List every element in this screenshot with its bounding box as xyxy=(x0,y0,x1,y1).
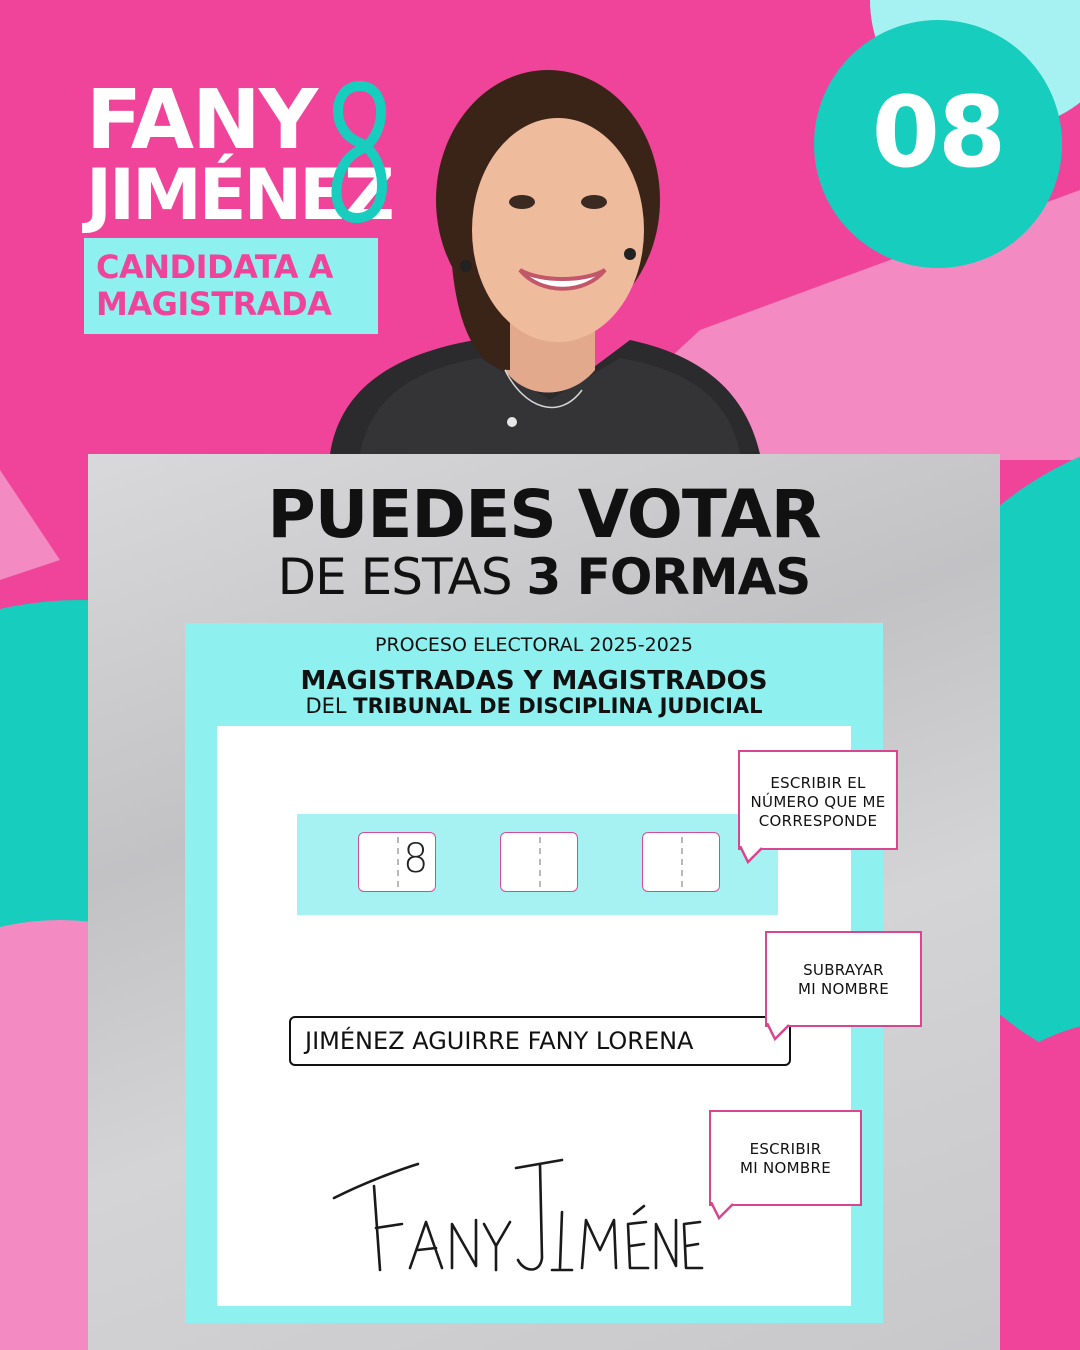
candidate-role-box xyxy=(84,238,378,334)
role-line-2: MAGISTRADA xyxy=(96,285,332,323)
ballot-title: MAGISTRADAS Y MAGISTRADOS xyxy=(300,666,768,696)
tip-number-line-3: CORRESPONDE xyxy=(758,812,878,830)
last-name: JIMÉNEZ xyxy=(86,154,392,236)
card-subheadline xyxy=(88,548,1000,606)
tip-underline-line-1: SUBRAYAR xyxy=(803,961,884,979)
digit-divider xyxy=(539,837,541,887)
digit-value-1: 8 xyxy=(403,836,429,882)
ballot-subtitle xyxy=(185,696,883,717)
digit-box-1[interactable] xyxy=(358,832,436,892)
digit-box-2[interactable] xyxy=(500,832,578,892)
digit-divider xyxy=(681,837,683,887)
tip-write-line-2: MI NOMBRE xyxy=(740,1159,831,1177)
card-sub-prefix: DE ESTAS xyxy=(277,548,527,606)
tip-tail xyxy=(765,1023,805,1043)
tip-write-line-1: ESCRIBIR xyxy=(749,1140,822,1158)
digit-box-3[interactable] xyxy=(642,832,720,892)
first-name: FANY xyxy=(86,73,317,168)
tip-write-name xyxy=(709,1110,862,1206)
subtitle-prefix: DEL xyxy=(305,694,354,718)
tip-tail xyxy=(738,846,778,866)
tip-number-line-2: NÚMERO QUE ME xyxy=(750,793,886,811)
process-label: PROCESO ELECTORAL 2025-2025 xyxy=(375,634,693,656)
signature-text: FANY JIMÉNEZ xyxy=(330,1150,337,1151)
subtitle-bold: TRIBUNAL DE DISCIPLINA JUDICIAL xyxy=(353,694,763,718)
candidate-name-field[interactable]: JIMÉNEZ AGUIRRE FANY LORENA xyxy=(289,1016,791,1066)
card-sub-bold: 3 FORMAS xyxy=(526,548,811,606)
tip-underline-name xyxy=(765,931,922,1027)
role-line-1: CANDIDATA A xyxy=(96,248,333,286)
tip-tail xyxy=(709,1202,749,1222)
digit-divider xyxy=(397,837,399,887)
candidate-number: 08 xyxy=(871,76,1005,190)
tip-number-line-1: ESCRIBIR EL xyxy=(770,774,866,792)
number-eight-logo xyxy=(318,78,402,228)
tip-underline-line-2: MI NOMBRE xyxy=(798,980,889,998)
handwritten-signature xyxy=(330,1150,720,1280)
card-headline: PUEDES VOTAR xyxy=(267,476,821,553)
tip-write-number xyxy=(738,750,898,850)
